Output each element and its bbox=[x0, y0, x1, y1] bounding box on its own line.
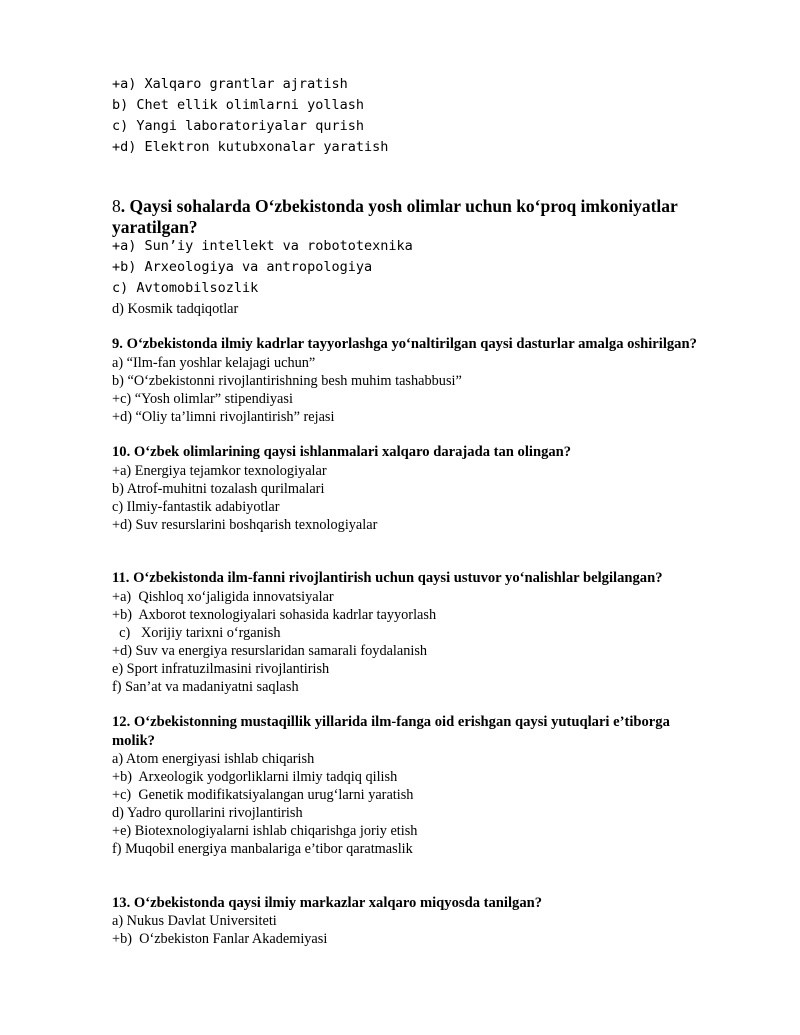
option-text: b) Chet ellik olimlarni yollash bbox=[112, 97, 364, 113]
option-text: +a) Xalqaro grantlar ajratish bbox=[112, 76, 348, 92]
option-text: d) Yadro qurollarini rivojlantirish bbox=[112, 805, 303, 821]
option-text: +b) O‘zbekiston Fanlar Akademiyasi bbox=[112, 931, 328, 947]
question-title bbox=[112, 198, 678, 216]
question-title: 11. O‘zbekistonda ilm-fanni rivojlantirish uchun qaysi ustuvor yo‘nalishlar belgilangan? bbox=[112, 570, 663, 586]
option-text: +a) Energiya tejamkor texnologiyalar bbox=[112, 463, 327, 479]
option-text: +d) Elektron kutubxonalar yaratish bbox=[112, 139, 389, 155]
question-title-continuation: yaratilgan? bbox=[112, 217, 198, 237]
option-text: b) “O‘zbekistonni rivojlantirishning besh muhim tashabbusi” bbox=[112, 373, 462, 389]
option-text: +b) Axborot texnologiyalari sohasida kadrlar tayyorlash bbox=[112, 607, 437, 623]
question-title: 10. O‘zbek olimlarining qaysi ishlanmalari xalqaro darajada tan olingan? bbox=[112, 444, 572, 460]
option-text: +d) Suv resurslarini boshqarish texnologiyalar bbox=[112, 517, 378, 533]
question-title: 12. O‘zbekistonning mustaqillik yillarida ilm-fanga oid erishgan qaysi yutuqlari e’tiborga bbox=[112, 714, 670, 730]
option-text: c) Yangi laboratoriyalar qurish bbox=[112, 118, 364, 134]
question-title-text: . Qaysi sohalarda O‘zbekistonda yosh olimlar uchun ko‘proq imkoniyatlar bbox=[120, 196, 678, 216]
option-text: +d) “Oliy ta’limni rivojlantirish” rejasi bbox=[112, 409, 335, 425]
option-text: +b) Arxeologik yodgorliklarni ilmiy tadqiq qilish bbox=[112, 769, 398, 785]
option-text: +a) Sun’iy intellekt va robototexnika bbox=[112, 238, 413, 254]
option-text: d) Kosmik tadqiqotlar bbox=[112, 301, 239, 317]
question-title: 13. O‘zbekistonda qaysi ilmiy markazlar xalqaro miqyosda tanilgan? bbox=[112, 895, 543, 911]
option-text: f) San’at va madaniyatni saqlash bbox=[112, 679, 299, 695]
option-text: c) Avtomobilsozlik bbox=[112, 280, 259, 296]
option-text: +d) Suv va energiya resurslaridan samarali foydalanish bbox=[112, 643, 428, 659]
option-text: +c) Genetik modifikatsiyalangan urug‘larni yaratish bbox=[112, 787, 414, 803]
option-text: +a) Qishloq xo‘jaligida innovatsiyalar bbox=[112, 589, 334, 605]
option-text: +e) Biotexnologiyalarni ishlab chiqarishga joriy etish bbox=[112, 823, 418, 839]
option-text: b) Atrof-muhitni tozalash qurilmalari bbox=[112, 481, 325, 497]
option-text: c) Xorijiy tarixni o‘rganish bbox=[112, 625, 281, 641]
option-text: +b) Arxeologiya va antropologiya bbox=[112, 259, 373, 275]
question-title: 9. O‘zbekistonda ilmiy kadrlar tayyorlashga yo‘naltirilgan qaysi dasturlar amalga oshirilgan? bbox=[112, 336, 697, 352]
option-text: a) Nukus Davlat Universiteti bbox=[112, 913, 277, 929]
option-text: c) Ilmiy-fantastik adabiyotlar bbox=[112, 499, 280, 515]
option-text: e) Sport infratuzilmasini rivojlantirish bbox=[112, 661, 330, 677]
option-text: a) Atom energiyasi ishlab chiqarish bbox=[112, 751, 315, 767]
option-text: a) “Ilm-fan yoshlar kelajagi uchun” bbox=[112, 355, 316, 371]
question-title-continuation: molik? bbox=[112, 733, 155, 749]
option-text: +c) “Yosh olimlar” stipendiyasi bbox=[112, 391, 293, 407]
option-text: f) Muqobil energiya manbalariga e’tibor qaratmaslik bbox=[112, 841, 413, 857]
question-number: 8 bbox=[112, 196, 121, 216]
